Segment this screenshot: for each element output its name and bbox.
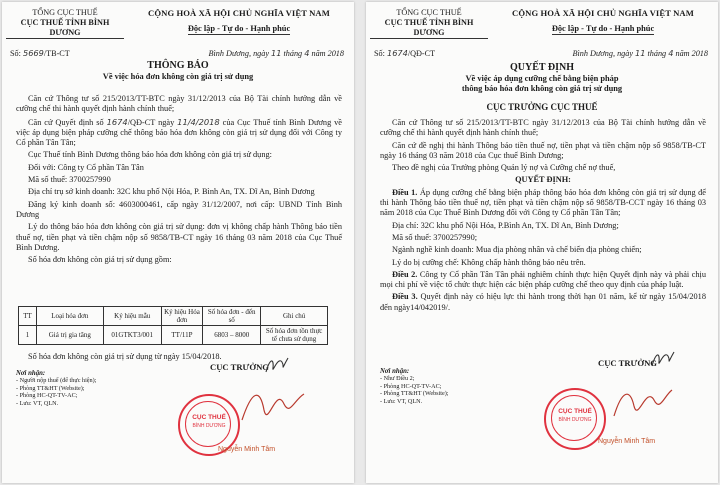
document-date: Bình Dương, ngày 11 tháng 4 năm 2018	[572, 48, 708, 58]
table-header-row: TT Loại hóa đơn Ký hiệu mẫu Ký hiệu Hóa đơn Số hóa đơn - đến số Ghi chú	[19, 307, 328, 326]
article-3: Điều 3. Quyết định này có hiệu lực thi hành trong thời hạn 01 năm, kể từ ngày 15/04/2018 đến ngày14/042019/.	[380, 292, 706, 312]
article-2: Điều 2. Công ty Cổ phần Tân Tân phải nghiêm chỉnh thực hiện Quyết định này và phải chịu mọi chi phí về việc tổ chức thực hiện các biện pháp cưỡng chế theo quy định của pháp luật.	[380, 269, 706, 290]
nation-name: CỘNG HOÀ XÃ HỘI CHỦ NGHĨA VIỆT NAM	[512, 8, 694, 18]
paragraph: Căn cứ Thông tư số 215/2013/TT-BTC ngày 31/12/2013 của Bộ Tài chính hướng dẫn về cưỡng chế thi hành quyết định hành chính thuế;	[16, 94, 342, 114]
motto: Độc lập - Tự do - Hạnh phúc	[551, 24, 655, 33]
paragraph: Lý do bị cưỡng chế: Không chấp hành thông báo nêu trên.	[392, 257, 586, 267]
invoice-table	[18, 306, 328, 345]
paragraph: Mã số thuế: 3700257990	[28, 175, 111, 185]
document-header	[2, 8, 354, 42]
paragraph: Cục Thuế tỉnh Bình Dương thông báo hóa đơn không còn giá trị sử dụng:	[28, 150, 272, 160]
paragraph: Đăng ký kinh doanh số: 4603000461, cấp ngày 31/12/2007, nơi cấp: UBND Tỉnh Bình Dương	[16, 199, 342, 219]
document-body-end	[16, 352, 342, 364]
handwritten-number: 1674	[386, 48, 408, 58]
national-motto-block	[126, 8, 352, 36]
signer-title: CỤC TRƯỞNG	[210, 362, 269, 372]
paragraph: Căn cứ Thông tư số 215/2013/TT-BTC ngày 31/12/2013 của Bộ Tài chính hướng dẫn về cưỡng chế thi hành quyết định hành chính thuế;	[380, 118, 706, 138]
document-date: Bình Dương, ngày 11 tháng 4 năm 2018	[208, 48, 344, 58]
issuer-block	[6, 8, 124, 40]
document-number: Số: 5669/TB-CT	[10, 48, 70, 58]
recipients-block: Nơi nhận: - Người nộp thuế (để thực hiện); - Phòng TT&HT (Website); - Phòng HC-QT-TV-AC; - Lưu: VT, QLN.	[16, 370, 97, 407]
paragraph: Địa chỉ trụ sở kinh doanh: 32C khu phố Nội Hóa, P. Bình An, TX. Dĩ An, Bình Dương	[28, 187, 315, 197]
signature-scribble	[650, 348, 676, 370]
article-1: Điều 1. Áp dụng cưỡng chế bằng biện pháp thông báo hóa đơn không còn giá trị sử dụng để thi hành Thông báo tiền thuế nợ, tiền phạt và tiền chậm nộp số 9858/TB-CCT ngày 16 tháng 03 năm 2018 của Cục Thuế Bình Dương đối với Công ty Cổ phần Tân Tân;	[380, 187, 706, 218]
decision-heading: QUYẾT ĐỊNH:	[515, 175, 571, 185]
signature-scribble	[264, 354, 290, 376]
decision-document	[366, 2, 718, 483]
document-subtitle: Về việc hóa đơn không còn giá trị sử dụng	[102, 72, 254, 81]
paragraph: Căn cứ Quyết định số 1674/QĐ-CT ngày 11/4/2018 của Cục Thuế tỉnh Bình Dương về việc áp dụng biện pháp cưỡng chế thông báo hóa đơn không còn giá trị sử dụng đối với Công ty Cổ phần Tân Tân;	[16, 116, 342, 148]
paragraph: Mã số thuế: 3700257990;	[392, 232, 478, 242]
handwritten-signature	[610, 378, 674, 434]
motto: Độc lập - Tự do - Hạnh phúc	[187, 24, 291, 33]
document-body	[16, 94, 342, 267]
document-number: Số: 1674/QĐ-CT	[374, 48, 436, 58]
nation-name: CỘNG HOÀ XÃ HỘI CHỦ NGHĨA VIỆT NAM	[148, 8, 330, 18]
paragraph: Theo đề nghị của Trưởng phòng Quản lý nợ và Cưỡng chế nợ thuế,	[392, 163, 616, 173]
agency-name: TỔNG CỤC THUẾ	[32, 8, 98, 17]
document-subtitle: thông báo hóa đơn không còn giá trị sử dụng	[461, 84, 623, 93]
department-name: CỤC THUẾ TỈNH BÌNH DƯƠNG	[6, 18, 124, 39]
issuer-block	[370, 8, 488, 40]
table-row: 1 Giá trị gia tăng 01GTKT3/001 TT/11P 6803 – 8000 Số hóa đơn tồn thực tế chưa sử dụng	[19, 326, 328, 345]
paragraph: Địa chỉ: 32C khu phố Nội Hóa, P.Bình An, TX. Dĩ An, Bình Dương;	[392, 220, 619, 230]
recipient-item: - Phòng HC-QT-TV-AC;	[380, 382, 442, 390]
paragraph: Căn cứ đề nghị thi hành Thông báo tiền thuế nợ, tiền phạt và tiền chậm nộp số 9858/TB-CT ngày 16 tháng 03 năm 2018 của Cục thuế Bình Dương;	[380, 140, 706, 160]
recipient-item: - Phòng TT&HT (Website);	[16, 384, 85, 392]
signer-name: Nguyễn Minh Tâm	[598, 438, 656, 445]
paragraph: Số hóa đơn không còn giá trị sử dụng gồm:	[28, 255, 172, 265]
paragraph: Đối với: Công ty Cổ phần Tân Tân	[28, 162, 144, 172]
recipient-item: - Người nộp thuế (để thực hiện);	[16, 377, 97, 385]
official-seal: CỤC THUẾ BÌNH DƯƠNG	[544, 388, 606, 450]
paragraph: Ngành nghề kinh doanh: Mua địa phòng nhân và chế biến địa phòng chiến;	[392, 245, 642, 255]
agency-name: TỔNG CỤC THUẾ	[396, 8, 462, 17]
signer-name: Nguyễn Minh Tâm	[218, 446, 276, 453]
official-seal: CỤC THUẾ BÌNH DƯƠNG	[178, 394, 240, 456]
issuer-heading: CỤC TRƯỞNG CỤC THUẾ	[486, 102, 598, 112]
document-title: THÔNG BÁO	[147, 60, 209, 71]
paragraph: Lý do thông báo hóa đơn không còn giá trị sử dụng: đơn vị không chấp hành Thông báo tiền thuế nợ, tiền phạt và tiền chậm nộp số 9858/TB-CT ngày 16 tháng 03 năm 2018 của Cục Thuế Bình Dương.	[16, 222, 342, 252]
recipient-item: - Lưu: VT, QLN.	[380, 397, 423, 405]
recipient-item: - Như Điều 2;	[380, 375, 415, 383]
document-title: QUYẾT ĐỊNH	[510, 62, 574, 73]
recipient-item: - Lưu: VT, QLN.	[16, 399, 59, 407]
document-subtitle: Về việc áp dụng cưỡng chế bằng biện pháp	[465, 74, 619, 83]
notice-document	[2, 2, 354, 483]
document-body	[380, 118, 706, 315]
document-header	[366, 8, 718, 42]
handwritten-number: 5669	[22, 48, 44, 58]
recipients-block: Nơi nhận: - Như Điều 2; - Phòng HC-QT-TV-AC; - Phòng TT&HT (Website); - Lưu: VT, QLN.	[380, 368, 449, 405]
recipient-item: - Phòng HC-QT-TV-AC;	[16, 392, 78, 400]
national-motto-block	[490, 8, 716, 36]
paragraph: Số hóa đơn không còn giá trị sử dụng từ ngày 15/04/2018.	[28, 352, 222, 361]
handwritten-signature	[238, 380, 308, 440]
recipient-item: - Phòng TT&HT (Website);	[380, 390, 449, 398]
signer-title: CỤC TRƯỞNG	[598, 358, 657, 368]
department-name: CỤC THUẾ TỈNH BÌNH DƯƠNG	[370, 18, 488, 39]
